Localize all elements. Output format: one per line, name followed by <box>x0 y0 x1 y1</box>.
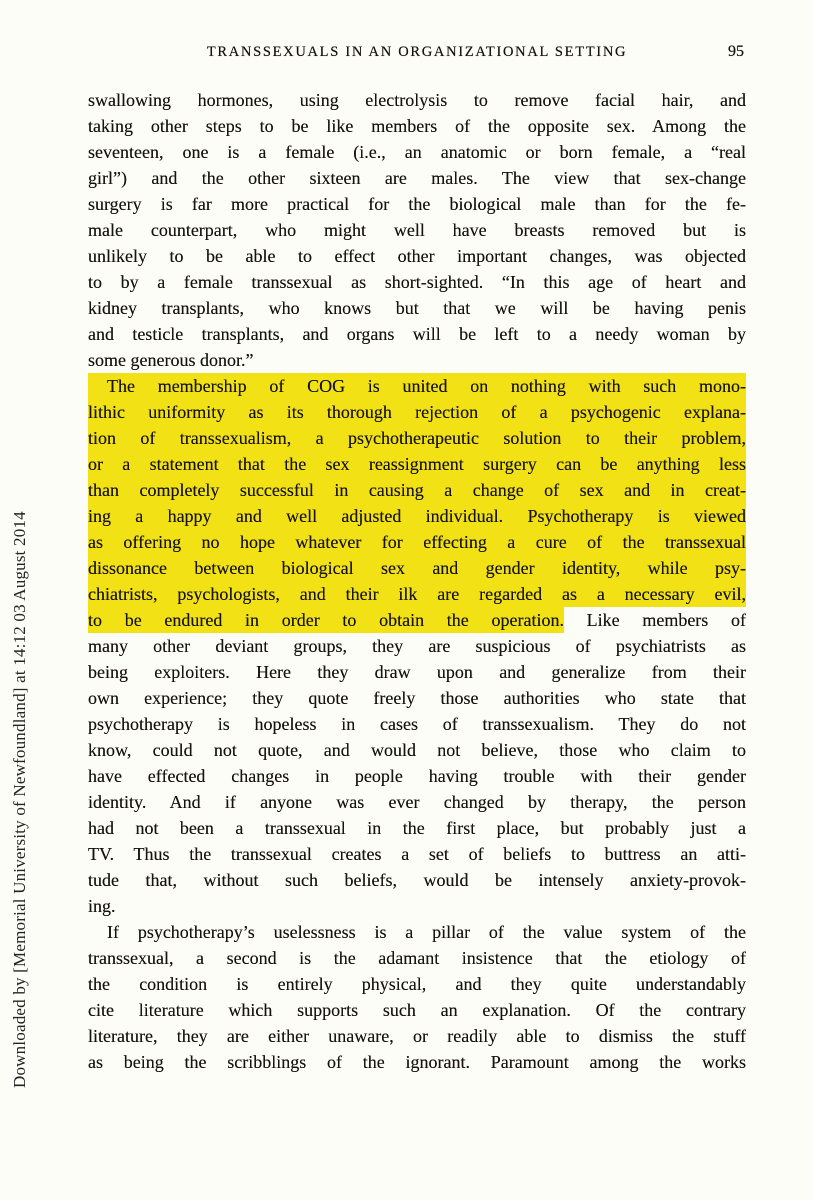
text-line <box>88 191 746 217</box>
text-segment: TV. Thus the transsexual creates a set of beliefs to buttress an atti- <box>88 844 746 864</box>
text-line <box>88 659 746 685</box>
text-line <box>88 139 746 165</box>
text-line <box>88 243 746 269</box>
text-line <box>88 607 746 633</box>
text-segment: unlikely to be able to effect other important changes, was objected <box>88 246 746 266</box>
text-line <box>88 451 746 477</box>
text-segment: transsexual, a second is the adamant insistence that the etiology of <box>88 948 746 968</box>
text-segment: the condition is entirely physical, and they quite understandably <box>88 974 746 994</box>
text-line <box>88 217 746 243</box>
text-line <box>88 373 746 399</box>
download-watermark: Downloaded by [Memorial University of Newfoundland] at 14:12 03 August 2014 <box>10 511 29 1088</box>
text-segment: tude that, without such beliefs, would be intensely anxiety-provok- <box>88 870 746 890</box>
text-segment: many other deviant groups, they are suspicious of psychiatrists as <box>88 636 746 656</box>
text-line <box>88 503 746 529</box>
text-segment: as being the scribblings of the ignorant. Paramount among the works <box>88 1052 746 1072</box>
text-line <box>88 425 746 451</box>
text-line <box>88 269 746 295</box>
text-line <box>88 581 746 607</box>
text-line <box>88 841 746 867</box>
text-line <box>88 919 746 945</box>
highlighted-text: The membership of COG is united on nothing with such mono- <box>88 373 746 399</box>
text-line <box>88 633 746 659</box>
text-segment: identity. And if anyone was ever changed by therapy, the person <box>88 792 746 812</box>
text-line <box>88 399 746 425</box>
highlighted-text: as offering no hope whatever for effecting a cure of the transsexual <box>88 529 746 555</box>
text-line <box>88 555 746 581</box>
text-segment: some generous donor.” <box>88 350 254 370</box>
text-segment: cite literature which supports such an explanation. Of the contrary <box>88 1000 746 1020</box>
text-line <box>88 971 746 997</box>
text-line <box>88 113 746 139</box>
text-segment: to by a female transsexual as short-sighted. “In this age of heart and <box>88 272 746 292</box>
page-header <box>88 44 746 61</box>
text-line <box>88 685 746 711</box>
highlighted-text: dissonance between biological sex and gender identity, while psy- <box>88 555 746 581</box>
text-line <box>88 295 746 321</box>
text-line <box>88 1049 746 1075</box>
text-segment: kidney transplants, who knows but that we will be having penis <box>88 298 746 318</box>
page-body <box>88 87 746 1075</box>
text-segment: know, could not quote, and would not believe, those who claim to <box>88 740 746 760</box>
text-segment: own experience; they quote freely those authorities who state that <box>88 688 746 708</box>
paragraph <box>88 87 746 373</box>
text-segment: taking other steps to be like members of the opposite sex. Among the <box>88 116 746 136</box>
text-segment: psychotherapy is hopeless in cases of transsexualism. They do not <box>88 714 746 734</box>
text-segment: literature, they are either unaware, or readily able to dismiss the stuff <box>88 1026 746 1046</box>
text-line <box>88 997 746 1023</box>
text-segment: surgery is far more practical for the biological male than for the fe- <box>88 194 746 214</box>
highlighted-text: to be endured in order to obtain the operation. <box>88 607 564 633</box>
text-line <box>88 945 746 971</box>
text-segment: had not been a transsexual in the first place, but probably just a <box>88 818 746 838</box>
running-title: TRANSSEXUALS IN AN ORGANIZATIONAL SETTING <box>206 44 628 60</box>
text-segment: If psychotherapy’s uselessness is a pillar of the value system of the <box>107 922 746 942</box>
text-segment: girl”) and the other sixteen are males. The view that sex-change <box>88 168 746 188</box>
text-segment: being exploiters. Here they draw upon and generalize from their <box>88 662 746 682</box>
text-segment: male counterpart, who might well have breasts removed but is <box>88 220 746 240</box>
highlighted-text: lithic uniformity as its thorough rejection of a psychogenic explana- <box>88 399 746 425</box>
page-content <box>88 44 746 1075</box>
text-line <box>88 711 746 737</box>
text-line <box>88 893 746 919</box>
text-segment: seventeen, one is a female (i.e., an anatomic or born female, a “real <box>88 142 746 162</box>
text-segment: and testicle transplants, and organs will be left to a needy woman by <box>88 324 746 344</box>
text-line <box>88 529 746 555</box>
text-line <box>88 87 746 113</box>
text-line <box>88 867 746 893</box>
paragraph <box>88 373 746 919</box>
paragraph <box>88 919 746 1075</box>
text-segment: have effected changes in people having trouble with their gender <box>88 766 746 786</box>
page-number: 95 <box>728 43 744 60</box>
highlighted-text: or a statement that the sex reassignment surgery can be anything less <box>88 451 746 477</box>
text-line <box>88 737 746 763</box>
highlighted-text: ing a happy and well adjusted individual. Psychotherapy is viewed <box>88 503 746 529</box>
text-segment: Like members of <box>563 610 746 630</box>
text-segment: ing. <box>88 896 116 916</box>
text-line <box>88 789 746 815</box>
text-line <box>88 477 746 503</box>
text-segment: swallowing hormones, using electrolysis to remove facial hair, and <box>88 90 746 110</box>
text-line <box>88 763 746 789</box>
highlighted-text: chiatrists, psychologists, and their ilk are regarded as a necessary evil, <box>88 581 746 607</box>
text-line <box>88 1023 746 1049</box>
text-line <box>88 165 746 191</box>
highlighted-text: tion of transsexualism, a psychotherapeutic solution to their problem, <box>88 425 746 451</box>
text-line <box>88 347 746 373</box>
highlighted-text: than completely successful in causing a change of sex and in creat- <box>88 477 746 503</box>
text-line <box>88 321 746 347</box>
text-line <box>88 815 746 841</box>
